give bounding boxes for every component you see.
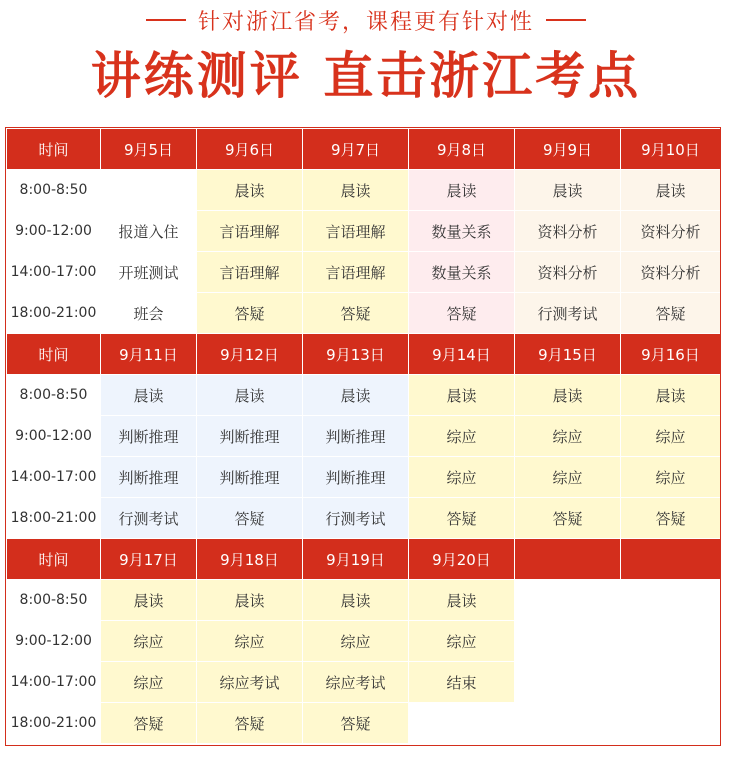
subtitle [0, 2, 732, 38]
session-cell [515, 580, 621, 621]
session-cell: 资料分析 [515, 252, 621, 293]
schedule-row [7, 170, 721, 211]
time-slot-cell: 18:00-21:00 [7, 703, 101, 744]
schedule-row [7, 621, 721, 662]
session-cell: 结束 [409, 662, 515, 703]
session-cell: 言语理解 [197, 211, 303, 252]
session-cell: 晨读 [409, 375, 515, 416]
date-header-cell: 9月19日 [303, 539, 409, 580]
time-column-header: 时间 [7, 334, 101, 375]
week-header-row [7, 334, 721, 375]
schedule-row [7, 375, 721, 416]
session-cell: 言语理解 [197, 252, 303, 293]
session-cell: 判断推理 [303, 416, 409, 457]
schedule-row [7, 703, 721, 744]
session-cell: 晨读 [303, 170, 409, 211]
session-cell [621, 662, 721, 703]
week-header-row [7, 539, 721, 580]
session-cell [101, 170, 197, 211]
session-cell: 言语理解 [303, 252, 409, 293]
session-cell [515, 703, 621, 744]
session-cell: 综应 [515, 416, 621, 457]
date-header-cell: 9月18日 [197, 539, 303, 580]
time-slot-cell: 14:00-17:00 [7, 252, 101, 293]
session-cell: 综应 [101, 662, 197, 703]
date-header-cell: 9月17日 [101, 539, 197, 580]
session-cell: 行测考试 [101, 498, 197, 539]
time-slot-cell: 9:00-12:00 [7, 211, 101, 252]
session-cell: 晨读 [197, 170, 303, 211]
session-cell [409, 703, 515, 744]
session-cell: 答疑 [621, 498, 721, 539]
session-cell: 晨读 [621, 375, 721, 416]
session-cell: 答疑 [303, 293, 409, 334]
session-cell: 答疑 [515, 498, 621, 539]
session-cell: 答疑 [197, 498, 303, 539]
session-cell [621, 580, 721, 621]
time-slot-cell: 18:00-21:00 [7, 293, 101, 334]
session-cell: 综应 [621, 416, 721, 457]
session-cell: 报道入住 [101, 211, 197, 252]
session-cell [515, 621, 621, 662]
time-slot-cell: 8:00-8:50 [7, 170, 101, 211]
session-cell: 答疑 [197, 703, 303, 744]
date-header-cell: 9月5日 [101, 129, 197, 170]
session-cell: 晨读 [101, 580, 197, 621]
session-cell: 资料分析 [515, 211, 621, 252]
date-header-cell: 9月6日 [197, 129, 303, 170]
time-slot-cell: 8:00-8:50 [7, 375, 101, 416]
session-cell: 答疑 [303, 703, 409, 744]
page-title: 讲练测评 直击浙江考点 [90, 47, 642, 105]
session-cell: 综应 [303, 621, 409, 662]
date-header-cell: 9月20日 [409, 539, 515, 580]
date-header-cell: 9月12日 [197, 334, 303, 375]
date-header-cell: 9月8日 [409, 129, 515, 170]
session-cell: 综应 [409, 457, 515, 498]
session-cell: 综应考试 [303, 662, 409, 703]
session-cell: 晨读 [197, 375, 303, 416]
session-cell: 综应 [409, 621, 515, 662]
schedule-row [7, 252, 721, 293]
session-cell: 资料分析 [621, 252, 721, 293]
session-cell: 晨读 [303, 375, 409, 416]
subtitle-left-dash [146, 19, 186, 21]
session-cell: 晨读 [409, 170, 515, 211]
date-header-cell: 9月14日 [409, 334, 515, 375]
date-header-cell: 9月10日 [621, 129, 721, 170]
time-slot-cell: 14:00-17:00 [7, 662, 101, 703]
date-header-cell: 9月9日 [515, 129, 621, 170]
date-header-cell: 9月15日 [515, 334, 621, 375]
session-cell: 行测考试 [303, 498, 409, 539]
time-column-header: 时间 [7, 539, 101, 580]
session-cell: 晨读 [621, 170, 721, 211]
time-slot-cell: 9:00-12:00 [7, 621, 101, 662]
session-cell: 资料分析 [621, 211, 721, 252]
session-cell: 数量关系 [409, 252, 515, 293]
session-cell: 综应 [197, 621, 303, 662]
session-cell: 答疑 [101, 703, 197, 744]
session-cell: 晨读 [197, 580, 303, 621]
session-cell: 晨读 [101, 375, 197, 416]
time-column-header: 时间 [7, 129, 101, 170]
session-cell: 综应 [515, 457, 621, 498]
date-header-cell: 9月16日 [621, 334, 721, 375]
session-cell: 综应 [409, 416, 515, 457]
session-cell: 晨读 [515, 375, 621, 416]
session-cell: 判断推理 [197, 416, 303, 457]
session-cell: 班会 [101, 293, 197, 334]
session-cell: 综应考试 [197, 662, 303, 703]
session-cell [621, 621, 721, 662]
session-cell: 数量关系 [409, 211, 515, 252]
session-cell: 行测考试 [515, 293, 621, 334]
schedule-row [7, 580, 721, 621]
schedule-table [6, 128, 721, 744]
session-cell: 综应 [101, 621, 197, 662]
schedule-row [7, 662, 721, 703]
time-slot-cell: 8:00-8:50 [7, 580, 101, 621]
session-cell [621, 703, 721, 744]
week-header-row [7, 129, 721, 170]
date-header-cell [515, 539, 621, 580]
time-slot-cell: 9:00-12:00 [7, 416, 101, 457]
session-cell: 判断推理 [197, 457, 303, 498]
session-cell: 言语理解 [303, 211, 409, 252]
time-slot-cell: 18:00-21:00 [7, 498, 101, 539]
date-header-cell: 9月11日 [101, 334, 197, 375]
session-cell: 晨读 [515, 170, 621, 211]
time-slot-cell: 14:00-17:00 [7, 457, 101, 498]
schedule-row [7, 457, 721, 498]
schedule-row [7, 416, 721, 457]
session-cell: 答疑 [409, 293, 515, 334]
session-cell: 判断推理 [101, 457, 197, 498]
subtitle-right-dash [546, 19, 586, 21]
session-cell: 答疑 [409, 498, 515, 539]
date-header-cell: 9月7日 [303, 129, 409, 170]
session-cell: 开班测试 [101, 252, 197, 293]
schedule-row [7, 293, 721, 334]
session-cell: 判断推理 [303, 457, 409, 498]
session-cell: 综应 [621, 457, 721, 498]
session-cell: 判断推理 [101, 416, 197, 457]
session-cell: 答疑 [621, 293, 721, 334]
session-cell: 晨读 [409, 580, 515, 621]
session-cell: 答疑 [197, 293, 303, 334]
session-cell [515, 662, 621, 703]
session-cell: 晨读 [303, 580, 409, 621]
schedule-row [7, 498, 721, 539]
subtitle-text: 针对浙江省考，课程更有针对性 [197, 9, 534, 35]
schedule-row [7, 211, 721, 252]
date-header-cell [621, 539, 721, 580]
date-header-cell: 9月13日 [303, 334, 409, 375]
